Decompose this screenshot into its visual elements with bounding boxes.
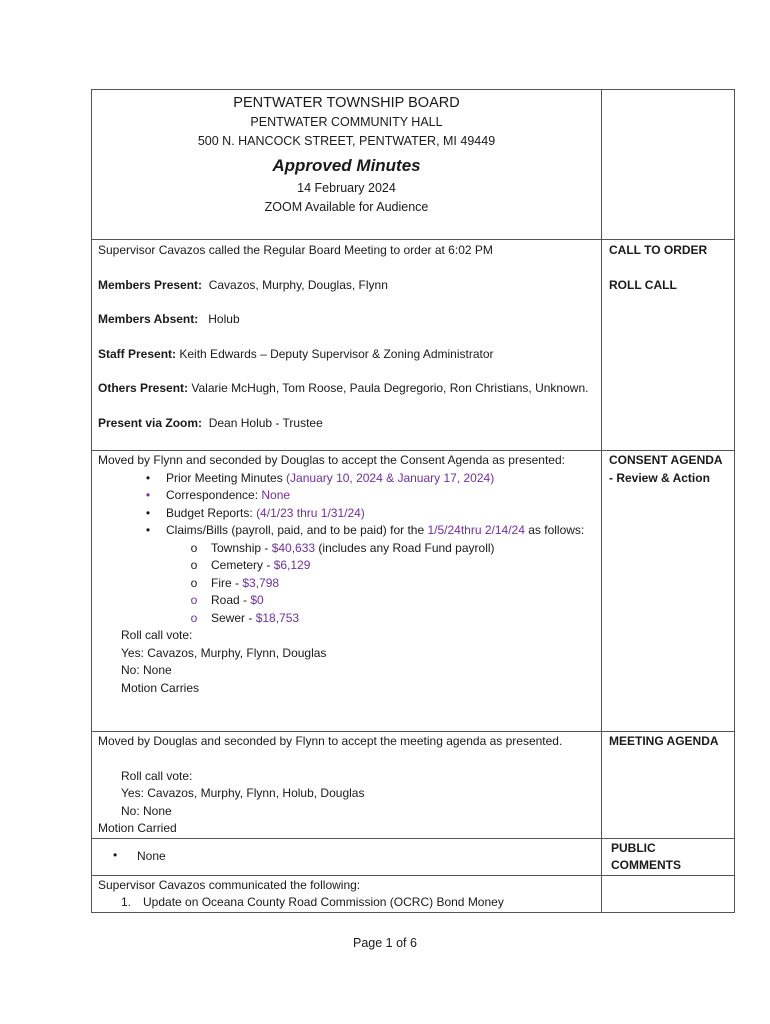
supervisor-item: 1. Update on Oceana County Road Commission (OCRC) Bond Money: [121, 895, 504, 909]
consent-result: Motion Carries: [121, 680, 200, 695]
list-item: • Budget Reports: (4/1/23 thru 1/31/24): [145, 505, 365, 520]
minutes-table: [91, 89, 735, 913]
staff-present: Staff Present: Keith Edwards – Deputy Supervisor & Zoning Administrator: [98, 346, 494, 361]
document-title: Approved Minutes: [272, 156, 421, 175]
public-comments-cell: [92, 838, 602, 875]
list-item: o Road - $0: [190, 593, 264, 607]
supervisor-side-cell: [602, 875, 735, 912]
header-cell: [92, 90, 602, 240]
public-comments-item: • None: [113, 848, 166, 864]
agenda-vote-label: Roll call vote:: [121, 768, 193, 783]
consent-vote-no: No: None: [121, 663, 172, 677]
meeting-agenda-cell: [92, 732, 602, 839]
meeting-agenda-text: Moved by Douglas and seconded by Flynn to accept the meeting agenda as presented.: [98, 734, 563, 748]
consent-agenda-cell: [92, 451, 602, 732]
page-number: Page 1 of 6: [353, 936, 417, 950]
others-present: Others Present: Valarie McHugh, Tom Roose, Paula Degregorio, Ron Christians, Unknown.: [98, 381, 589, 395]
list-item: o Township - $40,633 (includes any Road Fund payroll): [190, 540, 495, 555]
claims-sub-list: [166, 540, 595, 628]
members-present: Members Present: Cavazos, Murphy, Douglas, Flynn: [98, 277, 388, 292]
zoom-notice: ZOOM Available for Audience: [264, 200, 429, 214]
agenda-vote-yes: Yes: Cavazos, Murphy, Flynn, Holub, Douglas: [121, 786, 365, 800]
meeting-agenda-side-cell: [602, 732, 735, 839]
venue-address: 500 N. HANCOCK STREET, PENTWATER, MI 49449: [197, 134, 496, 148]
consent-items-list: [98, 470, 595, 628]
consent-agenda-label: CONSENT AGENDA - Review & Action: [609, 453, 723, 485]
list-item: o Sewer - $18,753: [190, 610, 300, 625]
supervisor-cell: [92, 875, 602, 912]
consent-vote-label: Roll call vote:: [121, 628, 193, 642]
members-absent: Members Absent: Holub: [98, 312, 240, 326]
call-to-order-text: Supervisor Cavazos called the Regular Board Meeting to order at 6:02 PM: [98, 243, 493, 257]
supervisor-text: Supervisor Cavazos communicated the following:: [98, 877, 361, 892]
call-to-order-side-cell: [602, 240, 735, 451]
public-comments-side-cell: [602, 838, 735, 875]
list-item: • Prior Meeting Minutes (January 10, 2024 & January 17, 2024): [145, 470, 495, 485]
consent-intro: Moved by Flynn and seconded by Douglas to accept the Consent Agenda as presented:: [98, 453, 565, 467]
list-item: o Cemetery - $6,129: [190, 558, 311, 572]
list-item: o Fire - $3,798: [190, 575, 280, 590]
agenda-result: Motion Carried: [98, 821, 177, 835]
venue-name: PENTWATER COMMUNITY HALL: [250, 115, 443, 129]
roll-call-label: ROLL CALL: [609, 277, 677, 292]
meeting-agenda-label: MEETING AGENDA: [609, 734, 719, 748]
list-item: • Claims/Bills (payroll, paid, and to be paid) for the 1/5/24thru 2/14/24 as follows: o Township - $40,633 (includes any Road Fund payroll) o Cemetery - $6,129 o Fire - $3,798 o Road - $0 o Sewer - $18,753: [166, 522, 595, 627]
consent-vote-yes: Yes: Cavazos, Murphy, Flynn, Douglas: [121, 645, 327, 660]
public-comments-label: PUBLIC COMMENTS: [611, 840, 681, 872]
call-to-order-cell: [92, 240, 602, 451]
call-to-order-label: CALL TO ORDER: [609, 243, 708, 257]
consent-side-cell: [602, 451, 735, 732]
zoom-present: Present via Zoom: Dean Holub - Trustee: [98, 415, 323, 430]
agenda-vote-no: No: None: [121, 803, 172, 818]
header-side-cell: [602, 90, 735, 240]
meeting-date: 14 February 2024: [297, 181, 396, 195]
org-name: PENTWATER TOWNSHIP BOARD: [233, 95, 460, 111]
list-item: • Correspondence: None: [145, 488, 291, 502]
